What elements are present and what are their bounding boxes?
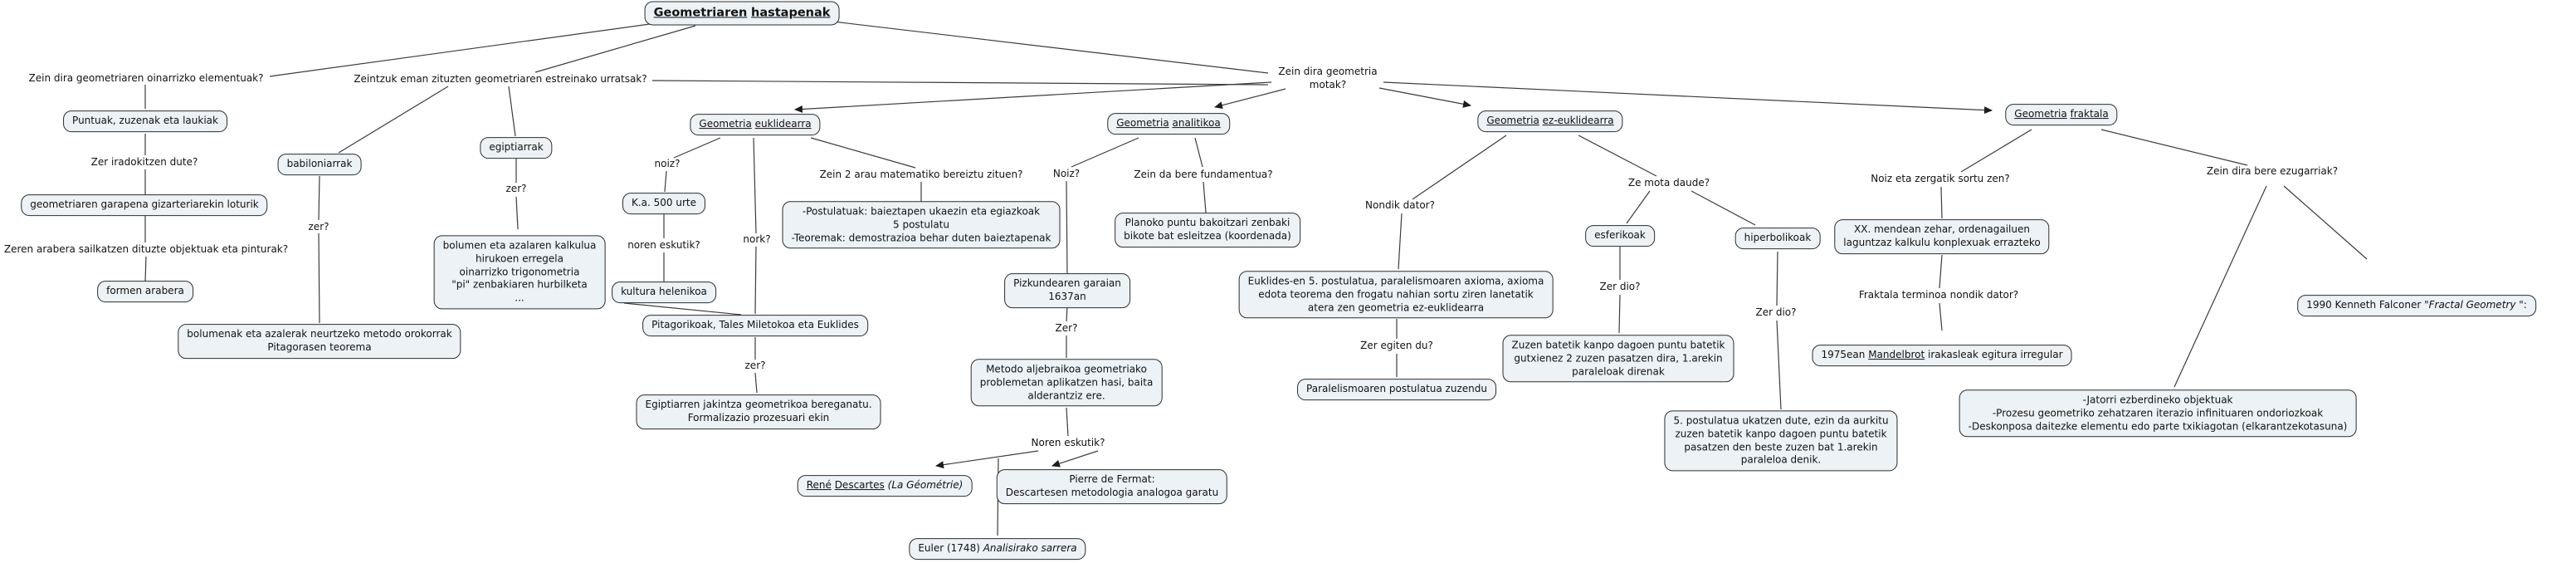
text-segment: "pi" zenbakiaren hurbilketa	[451, 278, 588, 291]
connector-line	[652, 81, 1268, 85]
node-text-line	[1969, 407, 2348, 420]
text-segment: zuzen batetik kanpo dagoen puntu batetik	[1675, 428, 1887, 440]
node-text-line	[1116, 117, 1221, 130]
planoko-puntu-box[interactable]	[1115, 213, 1300, 247]
postulatuak-teoremak-box[interactable]	[783, 201, 1061, 248]
text-segment: Zein 2 arau matematiko bereiztu zituen?	[819, 169, 1023, 181]
text-segment: -Deskonposa daitezke elementu edo parte txikiagotan (elkarantzekotasuna)	[1968, 419, 2348, 432]
node-text-line	[1755, 306, 1796, 320]
q-noiz-analitikoa	[1053, 168, 1080, 181]
connector-line	[1066, 408, 1068, 436]
connector-line	[509, 86, 515, 136]
node-text-line	[2207, 165, 2338, 179]
node-text-line	[489, 141, 543, 154]
text-segment: bikote bat esleitzea (koordenada)	[1124, 230, 1291, 242]
text-segment: nork?	[743, 233, 771, 246]
node-text-line	[645, 399, 871, 412]
jatorri-ezberdineko-box[interactable]	[1959, 389, 2357, 437]
connector-line	[319, 233, 320, 323]
connector-line	[1777, 252, 1778, 306]
node-text-line	[1969, 420, 2348, 433]
connector-line	[1412, 135, 1506, 199]
geometria-euklidearra-box[interactable]	[690, 114, 820, 135]
q-geometria-motak	[1278, 66, 1377, 92]
connector-line	[1215, 89, 1286, 107]
node-text-line	[443, 292, 597, 306]
text-segment: atera zen geometria ez-euklidearra	[1307, 301, 1485, 313]
node-text-line	[187, 341, 451, 355]
text-segment: noren eskutik?	[627, 239, 700, 252]
node-text-line	[1248, 275, 1544, 288]
text-segment: Noren eskutik?	[1031, 437, 1105, 449]
node-text-line	[506, 183, 527, 196]
node-text-line	[2014, 108, 2108, 121]
text-segment: -Postulatuak: baieztapen ukaezin eta egiazkoak	[802, 205, 1041, 218]
rene-descartes-box[interactable]	[798, 475, 973, 497]
node-text-line	[1013, 277, 1121, 291]
zuzen-batetik-box[interactable]	[1503, 335, 1734, 382]
title-box[interactable]	[645, 1, 840, 25]
text-segment: Ze mota daude?	[1627, 177, 1710, 189]
text-segment: Euklides-en 5. postulatua, paralelismoaren axioma, axioma	[1247, 275, 1544, 287]
q-noiz-euklidearra	[655, 158, 681, 171]
connector-line	[516, 197, 518, 229]
node-text-line	[745, 360, 766, 373]
bolumen-kalkulua-box[interactable]	[434, 235, 606, 309]
node-text-line	[1744, 232, 1812, 245]
text-segment: Zein dira geometriaren oinarrizko elementuak?	[28, 72, 264, 85]
node-text-line	[980, 376, 1154, 389]
node-text-line	[621, 286, 707, 299]
node-text-line	[443, 266, 597, 279]
node-text-line	[91, 156, 198, 169]
connector-line	[2284, 186, 2367, 259]
connector-line	[1398, 213, 1402, 269]
puntuak-zuzenak-box[interactable]	[63, 110, 227, 132]
text-segment: Zer?	[1055, 322, 1078, 335]
egiptiarrak-box[interactable]	[480, 137, 552, 159]
text-segment: 5 postulatu	[893, 218, 949, 231]
node-text-line	[1512, 352, 1725, 365]
node-text-line	[354, 73, 646, 86]
text-segment: Geometria	[699, 118, 752, 130]
connector-line	[1578, 135, 1656, 176]
text-segment: problemetan aplikatzen hasi, baita	[979, 376, 1154, 389]
text-segment: Mandelbrot	[1868, 349, 1925, 361]
text-segment: edota teorema den frogatu nahian sortu ziren lanetatik	[1258, 288, 1534, 301]
q-fraktala-terminoa	[1859, 289, 2018, 302]
text-segment: zer?	[744, 360, 766, 372]
text-segment: Descartes	[834, 479, 885, 492]
text-segment: XX. mendean zehar, ordenagailuen	[1854, 223, 2030, 236]
node-text-line	[655, 158, 681, 171]
text-segment: 1637an	[1048, 291, 1086, 302]
node-text-line	[980, 389, 1154, 403]
text-segment: Zein dira geometria	[1278, 66, 1378, 78]
text-segment: Euler (1748)	[918, 542, 983, 555]
node-text-line	[1360, 340, 1433, 353]
q-zeren-arabera	[4, 243, 288, 257]
connector-line	[1941, 187, 1942, 218]
text-segment: formen arabera	[106, 285, 184, 297]
text-segment: Analisirako sarrera	[983, 542, 1077, 555]
q-zer-dio-esferikoak	[1599, 281, 1640, 294]
text-segment: noiz?	[654, 158, 681, 170]
text-segment: laguntzaz kalkulu konplexuak errazteko	[1843, 237, 2041, 248]
node-text-line	[792, 232, 1051, 245]
text-segment: egiptiarrak	[489, 141, 544, 154]
connector-line	[1071, 138, 1139, 167]
text-segment: Zeintzuk eman zituzten geometriaren estreinako urratsak?	[354, 73, 647, 86]
text-segment: K.a. 500 urte	[631, 197, 697, 209]
node-text-line	[645, 412, 871, 425]
connector-line	[2174, 186, 2266, 387]
text-segment: paraleloak direnak	[1572, 365, 1665, 377]
text-segment: Formalizazio prozesuari ekin	[687, 412, 830, 423]
text-segment: Geometria	[1486, 115, 1539, 127]
node-text-line	[309, 221, 329, 234]
node-text-line	[1628, 177, 1710, 190]
text-segment: Zer dio?	[1755, 306, 1797, 319]
q-zer-analitikoa	[1056, 322, 1078, 335]
babiloniarrak-box[interactable]	[278, 154, 362, 175]
text-segment: Zer dio?	[1599, 281, 1641, 293]
node-text-line	[187, 328, 451, 341]
node-text-line	[30, 198, 258, 212]
connector-line	[1383, 82, 1992, 110]
q-zer-dio-hiperbolikoak	[1755, 306, 1796, 320]
connector-line	[1619, 295, 1620, 333]
text-segment: Pierre de Fermat:	[1069, 473, 1155, 486]
connector-line	[1627, 191, 1650, 223]
node-text-line	[651, 319, 859, 332]
node-text-line	[807, 479, 964, 492]
connector-line	[2101, 130, 2247, 165]
pierre-fermat-box[interactable]	[997, 469, 1227, 504]
node-text-line	[654, 5, 831, 21]
text-segment: Paralelismoaren postulatua zuzendu	[1306, 383, 1487, 395]
pizkundea-box[interactable]	[1004, 273, 1130, 308]
connector-line	[833, 22, 1268, 73]
text-segment: hirukoen erregela	[476, 252, 564, 265]
connector-line	[811, 138, 915, 168]
node-text-line	[1673, 454, 1888, 468]
text-segment: -Jatorri ezberdineko objektuak	[2082, 394, 2233, 406]
q-oinarrizko-elementuak	[29, 72, 264, 86]
node-text-line	[1673, 428, 1888, 441]
text-segment: ":	[2519, 299, 2527, 311]
q-fundamentua	[1134, 169, 1272, 182]
connector-line	[754, 138, 756, 233]
ka-500-urte-box[interactable]	[622, 193, 705, 214]
node-text-line	[443, 279, 597, 292]
text-segment: oinarrizko trigonometria	[459, 266, 580, 278]
text-segment: Zuzen batetik kanpo dagoen puntu batetik	[1511, 339, 1725, 351]
falconer-box[interactable]	[2297, 295, 2536, 316]
node-text-line	[1843, 237, 2040, 250]
node-text-line	[1248, 288, 1544, 301]
text-segment: Zer iradokitzen dute?	[90, 156, 198, 169]
text-segment: hastapenak	[750, 6, 831, 20]
text-segment: Zer egiten du?	[1360, 340, 1433, 352]
q-zer-euklidearra	[745, 360, 766, 373]
q-noren-eskutik-analitikoa	[1032, 437, 1105, 450]
connector-line	[1379, 88, 1471, 105]
connector-line	[145, 257, 146, 282]
node-text-line	[1053, 168, 1080, 181]
text-segment: Metodo aljebraikoa geometriako	[986, 363, 1147, 375]
text-segment: Geometria	[2014, 108, 2067, 120]
q-ze-mota	[1628, 177, 1710, 190]
node-text-line	[1512, 365, 1725, 379]
node-text-line	[1871, 173, 2010, 186]
geometria-fraktala-box[interactable]	[2005, 104, 2117, 125]
node-text-line	[918, 542, 1076, 556]
connector-line	[755, 373, 757, 393]
text-segment: analitikoa	[1172, 117, 1221, 130]
geometria-ez-euklidearra-box[interactable]	[1477, 110, 1622, 132]
connector-line	[1203, 182, 1206, 213]
node-text-line	[1486, 115, 1613, 128]
node-text-line	[792, 205, 1051, 218]
text-segment: 1990 Kenneth Falconer "	[2306, 299, 2429, 311]
connector-line	[339, 86, 448, 153]
kultura-helenikoa-box[interactable]	[612, 282, 716, 303]
node-text-line	[1278, 79, 1377, 92]
q-bi-arau	[820, 169, 1023, 182]
connector-line	[1691, 191, 1755, 225]
text-segment: René	[806, 479, 832, 492]
text-segment: hiperbolikoak	[1744, 232, 1812, 244]
q-nondik-dator	[1365, 199, 1435, 213]
node-text-line	[287, 158, 353, 171]
q-zer-egiptiarrak	[506, 183, 527, 196]
node-text-line	[980, 363, 1154, 376]
text-segment: Pitagorikoak, Tales Miletokoa eta Euklides	[651, 319, 859, 331]
text-segment: 1975ean	[1821, 349, 1869, 361]
text-segment: -Prozesu geometriko zehatzaren iterazio infinituaren ondoriozkoak	[1992, 407, 2324, 419]
node-text-line	[743, 233, 770, 247]
text-segment: bolumenak eta azalerak neurtzeko metodo orokorrak	[187, 328, 452, 340]
euler-box[interactable]	[909, 538, 1086, 560]
node-text-line	[1594, 229, 1646, 242]
node-text-line	[1013, 291, 1121, 304]
text-segment: zer?	[505, 183, 527, 195]
text-segment: Noiz eta zergatik sortu zen?	[1871, 173, 2010, 185]
text-segment: Zein dira bere ezugarriak?	[2206, 165, 2339, 178]
bolumenak-azalerak-box[interactable]	[178, 324, 461, 359]
node-text-line	[627, 239, 700, 252]
q-zer-egiten-du	[1360, 340, 1433, 353]
node-text-line	[1822, 349, 2063, 362]
connector-line	[1066, 306, 1067, 321]
esferikoak-box[interactable]	[1585, 225, 1655, 247]
node-text-line	[72, 115, 218, 128]
text-segment: fraktala	[2070, 108, 2109, 120]
text-segment: (La Géométrie)	[887, 479, 964, 492]
node-text-line	[106, 285, 184, 298]
text-segment: euklidearra	[754, 118, 812, 130]
node-text-line	[1006, 473, 1218, 487]
text-segment: motak?	[1309, 79, 1347, 91]
egiptiarren-jakintza-box[interactable]	[636, 394, 881, 429]
text-segment: irakasleak egitura irregular	[1925, 349, 2063, 361]
text-segment: Noiz?	[1052, 168, 1081, 180]
node-text-line	[1969, 394, 2348, 407]
text-segment: paraleloa denik.	[1740, 453, 1822, 466]
paralelismoaren-postulatua-box[interactable]	[1297, 379, 1496, 400]
text-segment: -Teoremak: demostrazioa behar duten baieztapenak	[791, 231, 1051, 243]
node-text-line	[1859, 289, 2018, 302]
text-segment: kultura helenikoa	[621, 286, 707, 298]
connector-line	[535, 26, 695, 72]
text-segment: Pizkundearen garaian	[1013, 277, 1121, 290]
node-text-line	[1032, 437, 1105, 450]
node-text-line	[443, 239, 597, 252]
text-segment: bolumen eta azalaren kalkulua	[442, 239, 597, 252]
node-text-line	[1673, 414, 1888, 428]
node-text-line	[632, 197, 696, 210]
node-text-line	[792, 218, 1051, 232]
connector-line	[624, 303, 741, 315]
text-segment: Zein da bere fundamentua?	[1134, 169, 1273, 181]
text-segment: Descartesen metodologia analogoa garatu	[1005, 487, 1219, 498]
node-text-line	[699, 118, 811, 131]
connector-line	[936, 451, 1038, 466]
connector-line	[1939, 303, 1942, 330]
connector-line	[1066, 181, 1067, 275]
metodo-aljebraikoa-box[interactable]	[971, 359, 1163, 406]
connector-line	[1052, 451, 1098, 466]
mandelbrot-box[interactable]	[1812, 345, 2072, 366]
connector-line	[795, 82, 1271, 110]
hiperbolikoak-box[interactable]	[1735, 228, 1821, 249]
bosgarren-postulatua-ukatzen-box[interactable]	[1664, 410, 1897, 471]
pitagorikoak-box[interactable]	[642, 315, 868, 336]
text-segment: babiloniarrak	[286, 158, 353, 170]
q-nork	[743, 233, 770, 247]
text-segment: alderantziz ere.	[1027, 389, 1105, 401]
node-text-line	[820, 169, 1023, 182]
node-text-line	[1056, 322, 1078, 335]
text-segment: Fractal Geometry	[2428, 299, 2520, 311]
connector-line	[1777, 321, 1781, 409]
formen-arabera-box[interactable]	[97, 281, 193, 302]
connector-line	[755, 247, 756, 314]
node-text-line	[2306, 299, 2527, 312]
node-text-line	[1365, 199, 1435, 213]
text-segment: Puntuak, zuzenak eta laukiak	[72, 115, 218, 127]
connector-line	[665, 171, 666, 192]
node-text-line	[4, 243, 288, 257]
node-text-line	[1599, 281, 1640, 294]
node-text-line	[443, 252, 597, 266]
q-zer-iradokitzen	[91, 156, 198, 169]
text-segment: Geometriaren	[653, 6, 748, 20]
node-text-line	[1124, 217, 1291, 230]
connector-line	[270, 23, 656, 76]
node-text-line	[1843, 223, 2040, 237]
euklides-bosgarren-postulatua-box[interactable]	[1239, 271, 1554, 318]
text-segment: zer?	[308, 221, 329, 233]
connector-line	[1939, 255, 1942, 288]
text-segment: esferikoak	[1594, 229, 1646, 242]
text-segment: Nondik dator?	[1365, 199, 1435, 212]
text-segment: Planoko puntu bakoitzari zenbaki	[1125, 217, 1290, 229]
garapena-box[interactable]	[21, 194, 267, 216]
text-segment: ...	[515, 291, 524, 304]
text-segment: geometriaren garapena gizarteriarekin loturik	[30, 198, 259, 211]
node-text-line	[1512, 339, 1725, 352]
q-zer-babiloniarrak	[309, 221, 329, 234]
text-segment: Geometria	[1116, 117, 1169, 130]
text-segment: 5. postulatua ukatzen dute, ezin da aurkitu	[1673, 414, 1889, 427]
q-noren-eskutik-euklidearra	[627, 239, 700, 252]
text-segment: Zeren arabera sailkatzen dituzte objektuak eta pinturak?	[3, 243, 289, 256]
node-text-line	[29, 72, 264, 86]
text-segment: gutxienez 2 zuzen pasatzen dira, 1.arekin	[1514, 352, 1723, 365]
q-ezugarriak	[2207, 165, 2338, 179]
node-text-line	[1306, 383, 1487, 396]
node-text-line	[1248, 301, 1544, 315]
text-segment: Pitagorasen teorema	[267, 341, 372, 353]
q-estreinako-urratsak	[354, 73, 646, 86]
connector-line	[674, 138, 720, 158]
connector-line	[1961, 130, 2032, 172]
text-segment: ez-euklidearra	[1542, 115, 1614, 127]
q-noiz-zergatik-fraktala	[1871, 173, 2010, 186]
geometria-analitikoa-box[interactable]	[1107, 113, 1230, 135]
node-text-line	[1124, 230, 1291, 243]
node-text-line	[1134, 169, 1272, 182]
text-segment: Egiptiarren jakintza geometrikoa bereganatu.	[645, 399, 872, 411]
node-text-line	[1006, 487, 1218, 500]
connector-line	[1195, 138, 1203, 167]
xx-mendean-box[interactable]	[1834, 219, 2049, 254]
node-text-line	[1278, 66, 1377, 79]
text-segment: Fraktala terminoa nondik dator?	[1858, 289, 2019, 301]
connector-line	[319, 176, 320, 220]
node-text-line	[1673, 441, 1888, 454]
text-segment: pasatzen den beste zuzen bat 1.arekin	[1684, 441, 1878, 453]
